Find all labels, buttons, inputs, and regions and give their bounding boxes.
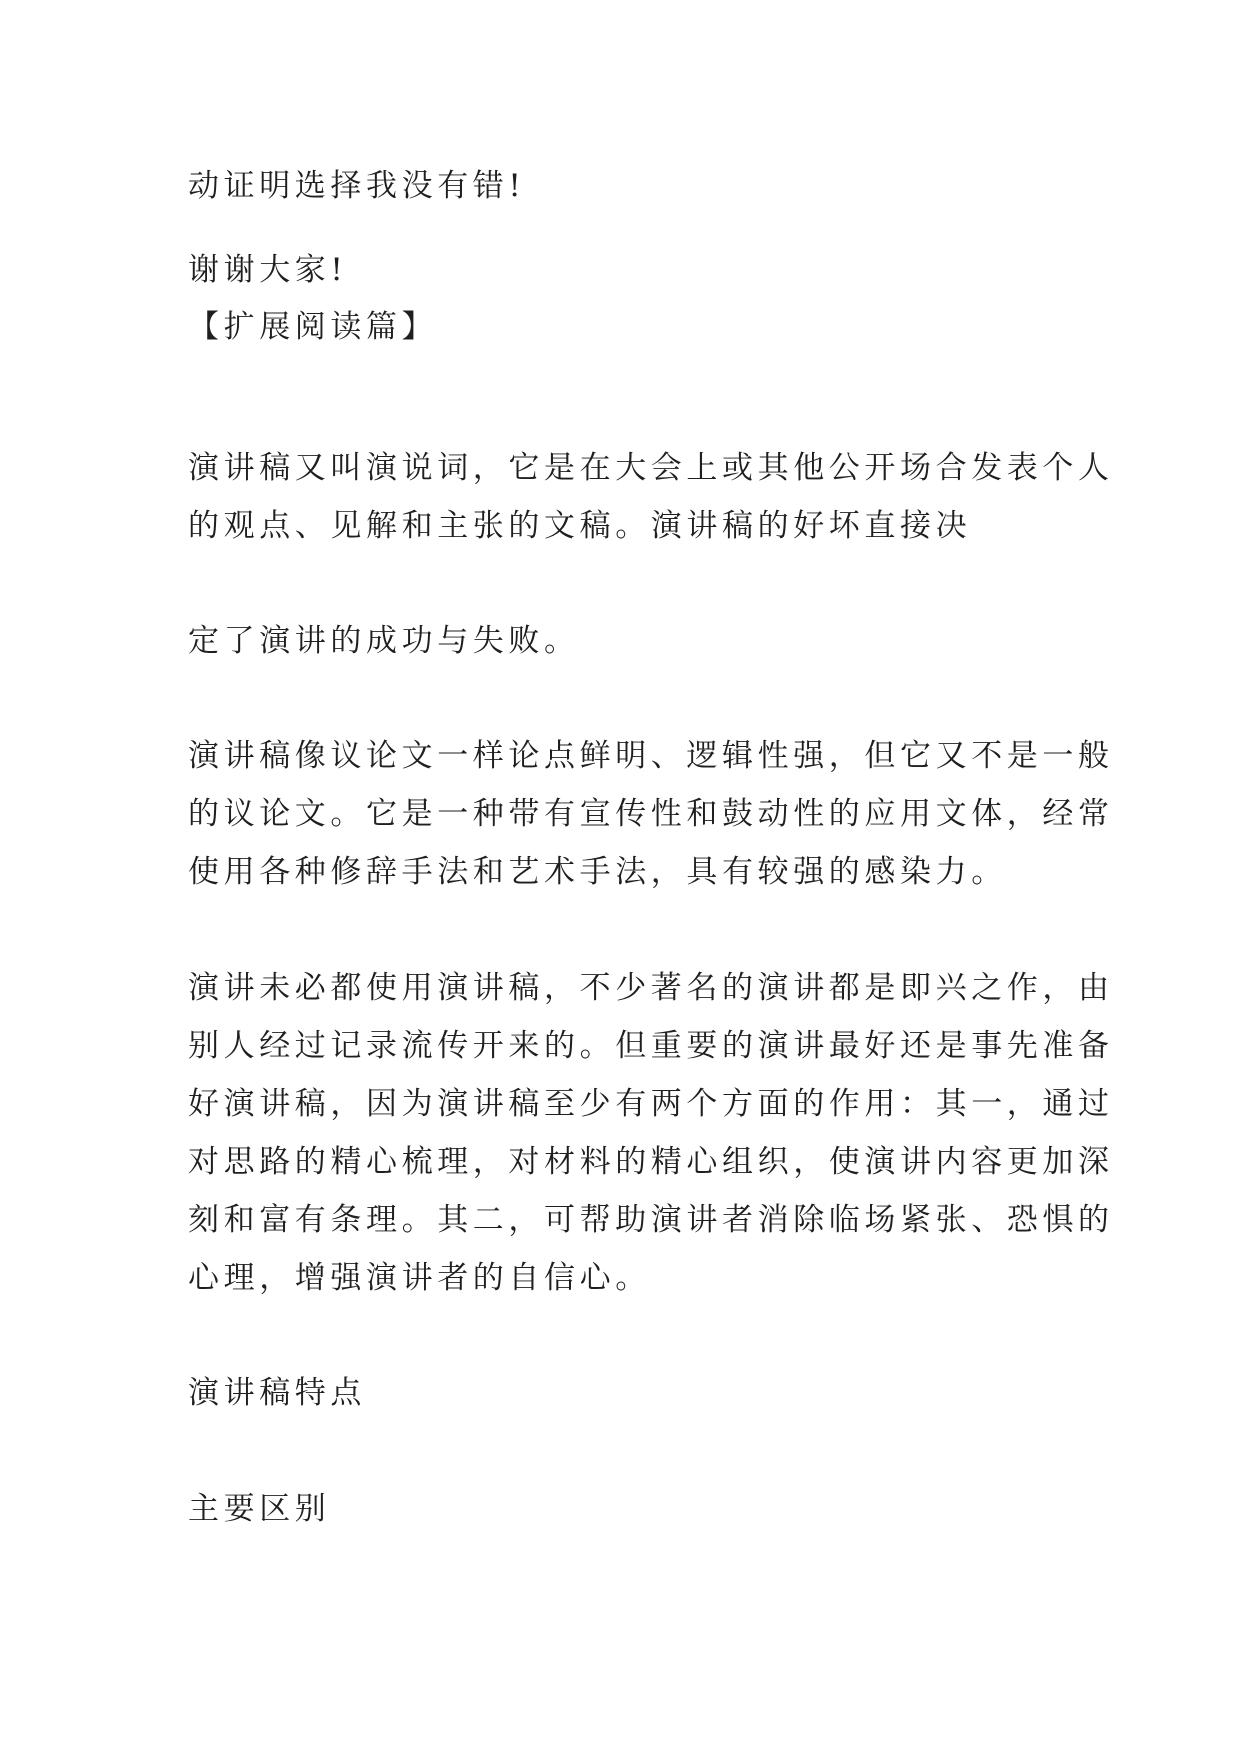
text-line: 谢谢大家!: [188, 252, 348, 288]
text-line: 别人经过记录流传开来的。但重要的演讲最好还是事先准备: [188, 1028, 1114, 1064]
text-line: 演讲未必都使用演讲稿，不少著名的演讲都是即兴之作，由: [188, 970, 1114, 1006]
subheading: 主要区别: [188, 1491, 331, 1527]
text-line: 刻和富有条理。其二，可帮助演讲者消除临场紧张、恐惧的: [188, 1202, 1114, 1238]
text-line: 演讲稿又叫演说词，它是在大会上或其他公开场合发表个人: [188, 450, 1114, 486]
text-line: 动证明选择我没有错!: [188, 168, 526, 204]
text-line: 使用各种修辞手法和艺术手法，具有较强的感染力。: [188, 854, 1007, 890]
text-line: 的观点、见解和主张的文稿。演讲稿的好坏直接决: [188, 508, 972, 544]
text-line: 好演讲稿，因为演讲稿至少有两个方面的作用：其一，通过: [188, 1086, 1114, 1122]
text-line: 定了演讲的成功与失败。: [188, 623, 580, 659]
text-line: 对思路的精心梳理，对材料的精心组织，使演讲内容更加深: [188, 1144, 1114, 1180]
text-line: 心理，增强演讲者的自信心。: [188, 1260, 651, 1296]
text-line: 演讲稿像议论文一样论点鲜明、逻辑性强，但它又不是一般: [188, 738, 1114, 774]
subheading: 演讲稿特点: [188, 1375, 366, 1411]
section-heading: 【扩展阅读篇】: [188, 309, 438, 345]
text-line: 的议论文。它是一种带有宣传性和鼓动性的应用文体，经常: [188, 796, 1114, 832]
